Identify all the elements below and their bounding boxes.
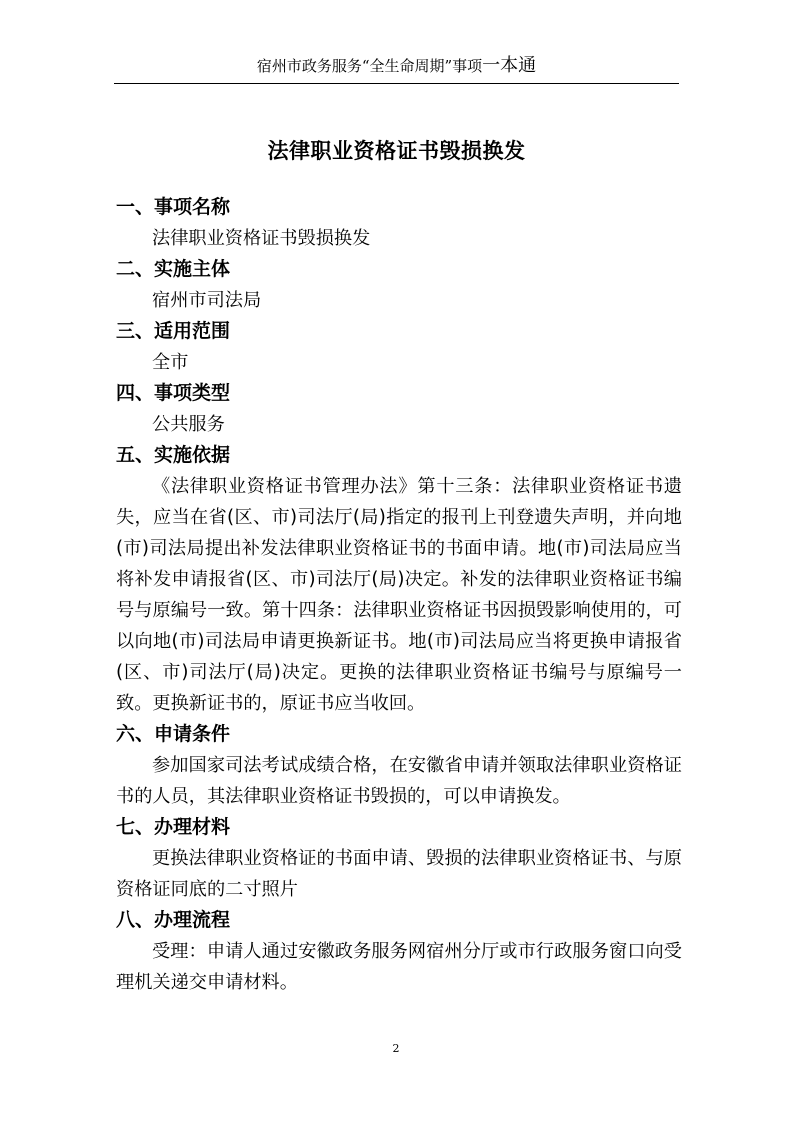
running-header-suffix: 一本通 bbox=[482, 55, 537, 76]
running-header-text: 宿州市政务服务“全生命周期”事项 bbox=[256, 57, 483, 75]
running-header bbox=[114, 56, 679, 76]
section-heading: 八、办理流程 bbox=[116, 909, 231, 931]
section-heading: 五、实施依据 bbox=[116, 444, 231, 466]
section-process bbox=[116, 905, 682, 998]
section-content: 更换法律职业资格证的书面申请、毁损的法律职业资格证书、与原资格证同底的二寸照片 bbox=[116, 848, 682, 900]
page-number: 2 bbox=[392, 1042, 400, 1055]
section-materials bbox=[116, 812, 682, 905]
section-content: 参加国家司法考试成绩合格，在安徽省申请并领取法律职业资格证书的人员，其法律职业资格证书毁损的，可以申请换发。 bbox=[116, 755, 682, 807]
section-heading: 三、适用范围 bbox=[116, 320, 231, 342]
section-content: 全市 bbox=[152, 352, 189, 373]
section-item-name bbox=[116, 192, 682, 254]
document-body bbox=[116, 192, 682, 998]
section-content: 受理：申请人通过安徽政务服务网宿州分厅或市行政服务窗口向受理机关递交申请材料。 bbox=[116, 941, 682, 993]
section-content: 宿州市司法局 bbox=[152, 290, 262, 311]
section-heading: 四、事项类型 bbox=[116, 382, 231, 404]
section-item-type bbox=[116, 378, 682, 440]
document-title: 法律职业资格证书毁损换发 bbox=[267, 139, 526, 163]
section-content: 《法律职业资格证书管理办法》第十三条：法律职业资格证书遗失，应当在省(区、市)司法厅(局)指定的报刊上刊登遗失声明，并向地(市)司法局提出补发法律职业资格证书的书面申请。地(市)司法局应当将补发申请报省(区、市)司法厅(局)决定。补发的法律职业资格证书编号与原编号一致。第十四条：法律职业资格证书因损毁影响使用的，可以向地(市)司法局申请更换新证书。地(市)司法局应当将更换申请报省(区、市)司法厅(局)决定。更换的法律职业资格证书编号与原编号一致。更换新证书的，原证书应当收回。 bbox=[116, 476, 682, 714]
section-heading: 六、申请条件 bbox=[116, 723, 231, 745]
section-content: 法律职业资格证书毁损换发 bbox=[152, 228, 371, 249]
section-legal-basis bbox=[116, 440, 682, 719]
section-heading: 二、实施主体 bbox=[116, 258, 231, 280]
section-implementing-body bbox=[116, 254, 682, 316]
section-heading: 七、办理材料 bbox=[116, 816, 231, 838]
section-conditions bbox=[116, 719, 682, 812]
section-heading: 一、事项名称 bbox=[116, 196, 231, 218]
section-scope bbox=[116, 316, 682, 378]
header-divider bbox=[114, 83, 679, 84]
section-content: 公共服务 bbox=[152, 414, 225, 435]
